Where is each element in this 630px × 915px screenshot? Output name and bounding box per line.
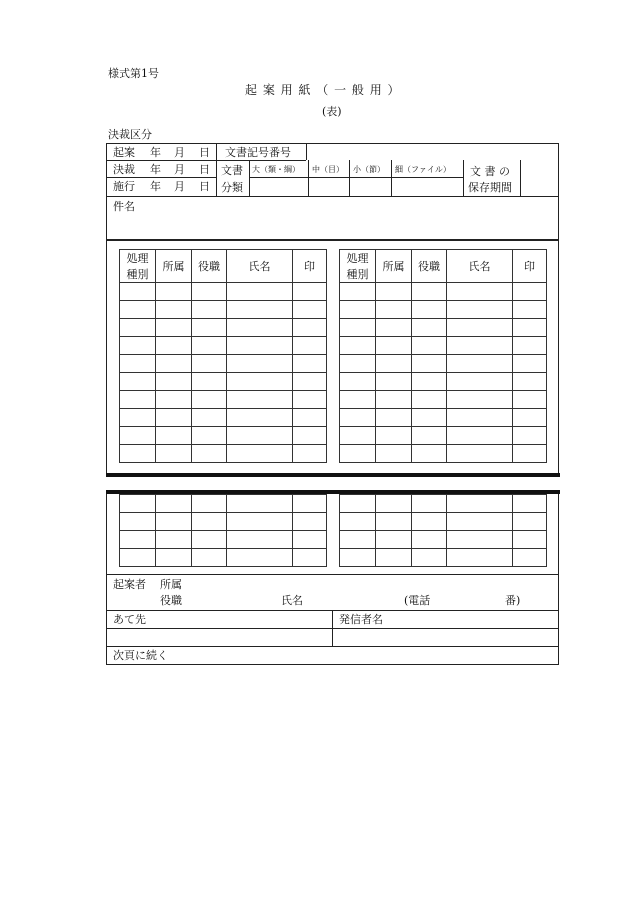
table-row bbox=[340, 445, 547, 463]
drafter-affiliation-label: 所属 bbox=[160, 578, 182, 591]
decision-label: 決裁 bbox=[113, 163, 135, 176]
table-row bbox=[120, 283, 327, 301]
enforce-label: 施行 bbox=[113, 180, 135, 193]
table-row bbox=[120, 427, 327, 445]
sender-label: 発信者名 bbox=[339, 613, 383, 626]
header-name: 氏名 bbox=[227, 250, 293, 283]
page-subtitle: (表) bbox=[322, 105, 342, 118]
approval-table-left bbox=[119, 249, 327, 463]
drafter-phone-open: (電話 bbox=[404, 594, 431, 607]
subject-label: 件名 bbox=[113, 200, 135, 213]
doc-class-label-2: 分類 bbox=[221, 181, 243, 194]
header-kind: 処理 種別 bbox=[120, 250, 156, 283]
draft-day: 日 bbox=[199, 146, 210, 159]
approval-table-right bbox=[339, 249, 547, 463]
table-row bbox=[340, 301, 547, 319]
class-large: 大（類・綱） bbox=[252, 165, 300, 174]
decision-month: 月 bbox=[174, 163, 185, 176]
decision-year: 年 bbox=[150, 163, 161, 176]
table-row bbox=[340, 337, 547, 355]
table-row bbox=[120, 355, 327, 373]
decision-category-label: 決裁区分 bbox=[108, 128, 152, 141]
table-row bbox=[340, 549, 547, 567]
table-row bbox=[340, 319, 547, 337]
approval-table-left-continued bbox=[119, 494, 327, 567]
drafter-position-label: 役職 bbox=[160, 594, 182, 607]
header-position: 役職 bbox=[412, 250, 447, 283]
enforce-year: 年 bbox=[150, 180, 161, 193]
continued-label: 次頁に続く bbox=[113, 649, 168, 662]
enforce-month: 月 bbox=[174, 180, 185, 193]
table-row bbox=[120, 337, 327, 355]
table-row bbox=[120, 319, 327, 337]
table-row bbox=[120, 301, 327, 319]
table-row bbox=[340, 391, 547, 409]
draft-label: 起案 bbox=[113, 146, 135, 159]
class-medium: 中（目） bbox=[312, 165, 344, 174]
table-row bbox=[340, 355, 547, 373]
table-row bbox=[120, 391, 327, 409]
header-seal: 印 bbox=[513, 250, 547, 283]
table-row bbox=[340, 495, 547, 513]
decision-day: 日 bbox=[199, 163, 210, 176]
table-row bbox=[340, 531, 547, 549]
approval-table-right-continued bbox=[339, 494, 547, 567]
drafter-label: 起案者 bbox=[113, 578, 146, 591]
table-row bbox=[120, 531, 327, 549]
header-seal: 印 bbox=[293, 250, 327, 283]
doc-number-label: 文書記号番号 bbox=[225, 146, 291, 159]
class-small: 小（節） bbox=[353, 165, 385, 174]
table-row bbox=[120, 495, 327, 513]
doc-class-label-1: 文書 bbox=[221, 164, 243, 177]
table-row bbox=[120, 513, 327, 531]
header-name: 氏名 bbox=[447, 250, 513, 283]
draft-month: 月 bbox=[174, 146, 185, 159]
draft-year: 年 bbox=[150, 146, 161, 159]
table-row bbox=[120, 549, 327, 567]
header-position: 役職 bbox=[192, 250, 227, 283]
table-row bbox=[340, 373, 547, 391]
class-fine: 細（ファイル） bbox=[395, 165, 451, 174]
header-kind: 処理 種別 bbox=[340, 250, 376, 283]
table-row bbox=[340, 513, 547, 531]
table-row bbox=[120, 445, 327, 463]
table-row bbox=[120, 409, 327, 427]
table-row bbox=[340, 409, 547, 427]
page-title: 起 案 用 紙 （ 一 般 用 ） bbox=[245, 83, 401, 97]
drafter-name-label: 氏名 bbox=[281, 594, 303, 607]
header-affiliation: 所属 bbox=[376, 250, 412, 283]
addressee-label: あて先 bbox=[113, 613, 146, 626]
retention-label-2: 保存期間 bbox=[468, 181, 512, 194]
drafter-phone-close: 番) bbox=[505, 594, 521, 607]
table-row bbox=[120, 373, 327, 391]
retention-label-1: 文 書 の bbox=[470, 165, 510, 178]
header-affiliation: 所属 bbox=[156, 250, 192, 283]
form-number: 様式第1号 bbox=[108, 67, 159, 80]
table-row bbox=[340, 283, 547, 301]
table-row bbox=[340, 427, 547, 445]
page-break-line-top bbox=[106, 473, 560, 477]
enforce-day: 日 bbox=[199, 180, 210, 193]
